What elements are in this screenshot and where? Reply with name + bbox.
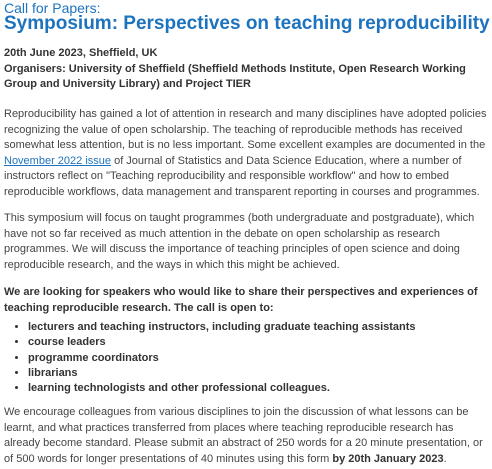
- page-title: Symposium: Perspectives on teaching reproducibility: [4, 13, 490, 34]
- list-item: • learning technologists and other professional colleagues.: [28, 381, 488, 396]
- list-item: • librarians: [28, 366, 488, 381]
- list-item: • course leaders: [28, 335, 488, 350]
- closing-period: .: [443, 452, 447, 465]
- closing-paragraph: [4, 405, 490, 467]
- intro-text-before: Reproducibility has gained a lot of attention in research and many disciplines have adopted policies recognizing the value of open scholarship. The teaching of reproducible methods has received somewhat less attention, but is no less important. Some excellent examples are documented in the: [4, 108, 487, 151]
- intro-paragraph: [4, 107, 490, 200]
- list-item: • programme coordinators: [28, 351, 488, 366]
- event-date-location: 20th June 2023, Sheffield, UK: [4, 47, 158, 59]
- intro-text-after: of Journal of Statistics and Data Science Education, where a number of instructors reflect on "Teaching reproducibility and responsible workflow" and how to embed reproducible workflows, data management and transparent reporting in courses and programmes.: [4, 154, 480, 198]
- deadline-text: by 20th January 2023: [332, 452, 444, 465]
- closing-text: We encourage colleagues from various disciplines to join the discussion of what lessons can be learnt, and what practices transferred from places where teaching reproducible research has already become standard. Please submit an abstract of 250 words for a 20 minute presentation, or of 500 words for longer presentations of 40 minutes using this form: [4, 406, 483, 465]
- list-item: • lecturers and teaching instructors, including graduate teaching assistants: [28, 320, 488, 335]
- audience-list: [4, 320, 488, 396]
- event-organisers: Organisers: University of Sheffield (Sheffield Methods Institute, Open Research Working Group and University Library) and Project TIER: [4, 62, 466, 90]
- event-meta: [4, 46, 488, 93]
- focus-paragraph: This symposium will focus on taught programmes (both undergraduate and postgraduate), which have not so far received as much attention in the debate on open scholarship as research programmes. We will discuss the importance of teaching principles of open science and doing reproducible research, and the ways in which this might be achieved.: [4, 212, 475, 271]
- november-issue-link[interactable]: November 2022 issue: [4, 154, 112, 167]
- kicker-label: Call for Papers:: [4, 0, 101, 16]
- call-paragraph: We are looking for speakers who would like to share their perspectives and experiences of teaching reproducible research. The call is open to:: [4, 286, 478, 314]
